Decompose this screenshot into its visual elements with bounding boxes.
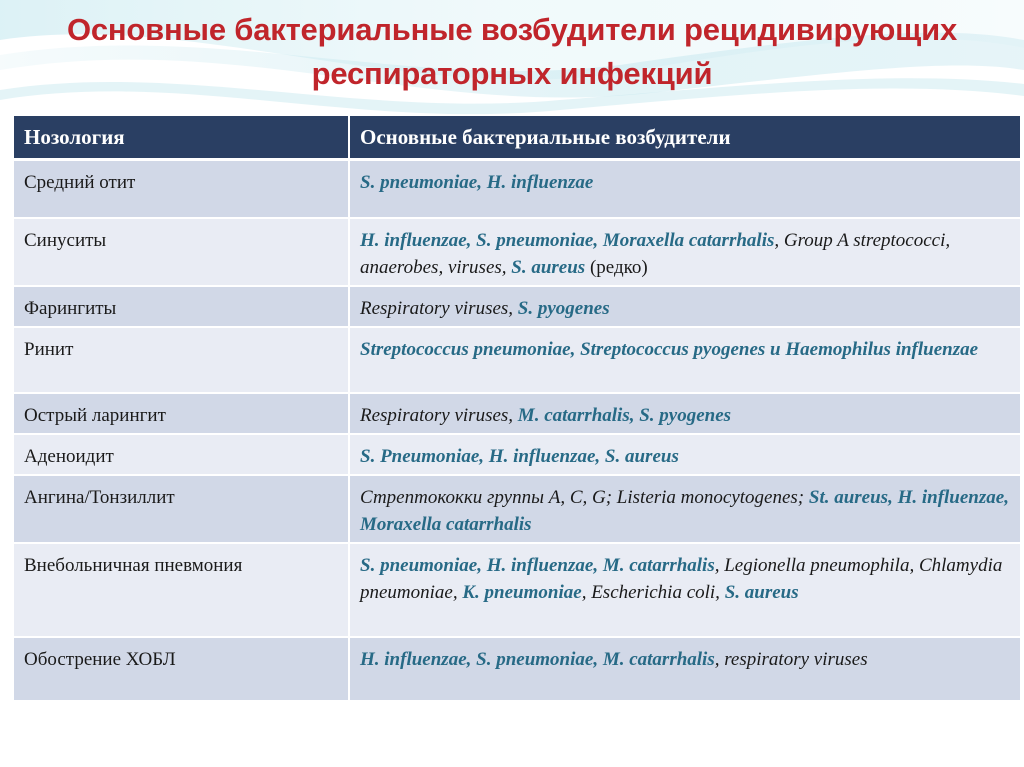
- title-line-2: респираторных инфекций: [311, 56, 713, 91]
- pathogens-cell: [349, 160, 1020, 218]
- pathogen-text: H. influenzae, S. pneumoniae, M. catarrhalis: [360, 648, 715, 670]
- pathogens-cell: [349, 286, 1020, 327]
- table-row: [14, 543, 1020, 637]
- nosology-cell: Фарингиты: [14, 286, 349, 327]
- pathogen-text: Стрептококки группы А, С, G; Listeria monocytogenes;: [360, 486, 809, 508]
- table-header-row: [14, 116, 1020, 160]
- pathogen-text: St. aureus, H. influenzae, Moraxella catarrhalis: [360, 486, 1009, 535]
- header-nosology: Нозология: [14, 116, 349, 160]
- pathogen-text: , respiratory viruses: [714, 648, 868, 670]
- pathogens-cell: [349, 543, 1020, 637]
- pathogens-cell: [349, 637, 1020, 701]
- table-row: [14, 475, 1020, 543]
- table-body: [14, 160, 1020, 701]
- pathogen-text: S. pneumoniae, H. influenzae, M. catarrhalis: [360, 554, 715, 576]
- pathogen-text: Streptococcus pneumoniae, Streptococcus pyogenes и Haemophilus influenzae: [360, 338, 979, 360]
- nosology-cell: Острый ларингит: [14, 393, 349, 434]
- nosology-cell: Обострение ХОБЛ: [14, 637, 349, 701]
- nosology-cell: Ринит: [14, 327, 349, 393]
- nosology-cell: Внебольничная пневмония: [14, 543, 349, 637]
- table-row: [14, 218, 1020, 286]
- pathogen-text: S. aureus: [724, 581, 799, 603]
- pathogen-text: M. catarrhalis, S. pyogenes: [517, 404, 732, 426]
- pathogen-text: , Group A streptococci, anaerobes, viruses,: [360, 229, 951, 278]
- table-row: [14, 160, 1020, 218]
- table-row: [14, 327, 1020, 393]
- title-line-1: Основные бактериальные возбудители рецидивирующих: [66, 12, 958, 47]
- table-row: [14, 637, 1020, 701]
- page-title: [0, 8, 1024, 96]
- pathogen-text: S. pyogenes: [517, 297, 610, 319]
- pathogens-cell: [349, 434, 1020, 475]
- pathogens-cell: [349, 218, 1020, 286]
- pathogen-text: Respiratory viruses,: [360, 297, 518, 319]
- pathogen-text: S. Pneumoniae, H. influenzae, S. aureus: [360, 445, 679, 467]
- pathogen-text: S. aureus: [511, 256, 586, 278]
- pathogen-text: K. pneumoniae: [462, 581, 582, 603]
- pathogen-text: Respiratory viruses,: [360, 404, 518, 426]
- pathogens-cell: [349, 393, 1020, 434]
- table-row: [14, 286, 1020, 327]
- pathogens-table: [14, 116, 1020, 702]
- pathogen-text: S. pneumoniae, H. influenzae: [360, 172, 594, 193]
- pathogens-cell: [349, 475, 1020, 543]
- pathogen-text: (редко): [585, 256, 648, 278]
- header-pathogens: Основные бактериальные возбудители: [349, 116, 1020, 160]
- pathogens-cell: [349, 327, 1020, 393]
- pathogen-text: H. influenzae, S. pneumoniae, Moraxella catarrhalis: [360, 229, 775, 251]
- pathogen-text: , Legionella pneumophila, Chlamydia pneumoniae,: [360, 554, 1003, 603]
- pathogen-text: , Escherichia coli,: [581, 581, 725, 603]
- table-row: [14, 434, 1020, 475]
- nosology-cell: Аденоидит: [14, 434, 349, 475]
- nosology-cell: Ангина/Тонзиллит: [14, 475, 349, 543]
- table-row: [14, 393, 1020, 434]
- nosology-cell: Синуситы: [14, 218, 349, 286]
- nosology-cell: Средний отит: [14, 160, 349, 218]
